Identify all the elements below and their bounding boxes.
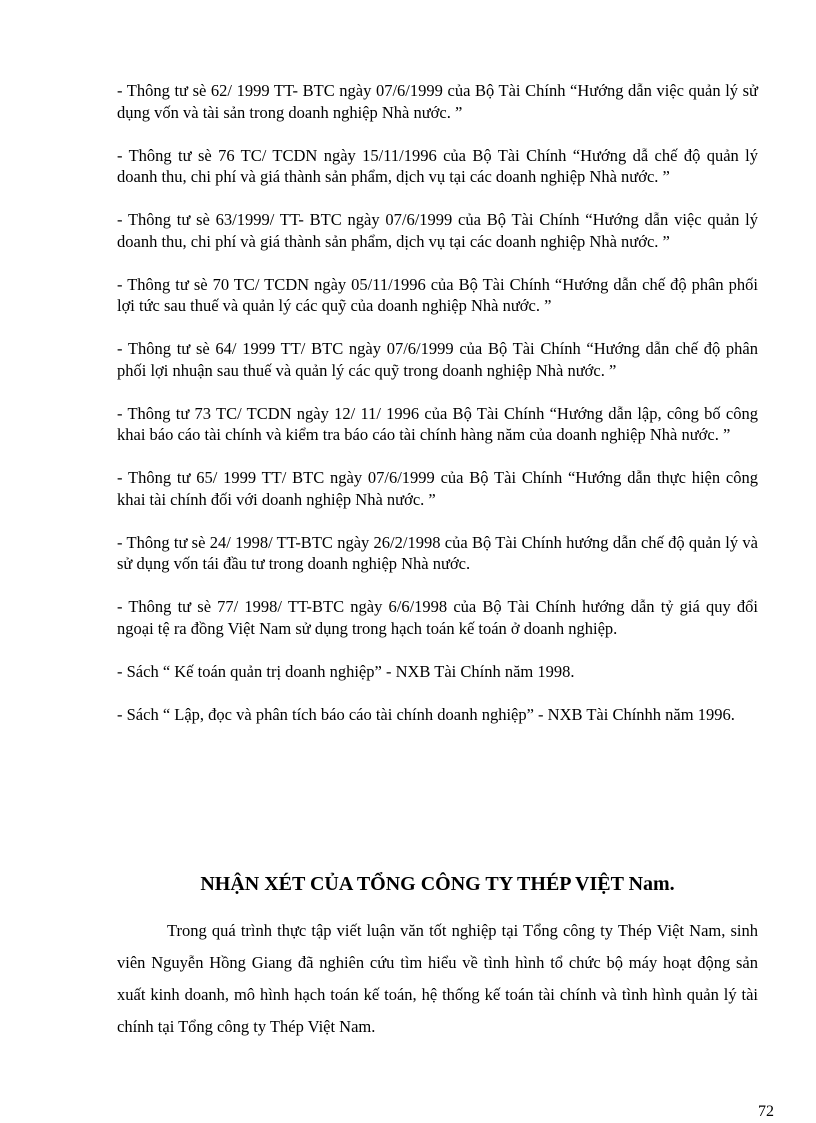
reference-item: - Thông tư 65/ 1999 TT/ BTC ngày 07/6/1999 của Bộ Tài Chính “Hướng dẫn thực hiện công khai tài chính đối với doanh nghiệp Nhà nước. ”: [117, 468, 758, 509]
reference-item: - Sách “ Kế toán quản trị doanh nghiệp” - NXB Tài Chính năm 1998.: [117, 661, 575, 681]
reference-item: - Thông tư sè 77/ 1998/ TT-BTC ngày 6/6/1998 của Bộ Tài Chính hướng dẫn tỷ giá quy đổi ngoại tệ ra đồng Việt Nam sử dụng trong hạch toán kế toán ở doanh nghiệp.: [117, 597, 758, 638]
reference-item: - Sách “ Lập, đọc và phân tích báo cáo tài chính doanh nghiệp” - NXB Tài Chínhh năm 1996.: [117, 704, 735, 724]
comment-paragraph: Trong quá trình thực tập viết luận văn tốt nghiệp tại Tổng công ty Thép Việt Nam, sinh viên Nguyễn Hồng Giang đã nghiên cứu tìm hiểu về tình hình tổ chức bộ máy hoạt động sản xuất kinh doanh, mô hình hạch toán kế toán, hệ thống kế toán tài chính và tình hình quản lý tài chính tại Tổng công ty Thép Việt Nam.: [117, 921, 758, 1036]
reference-item: - Thông tư sè 70 TC/ TCDN ngày 05/11/1996 của Bộ Tài Chính “Hướng dẫn chế độ phân phối lợi tức sau thuế và quản lý các quỹ của doanh nghiệp Nhà nước. ”: [117, 274, 758, 315]
reference-list: [117, 80, 758, 747]
reference-item: - Thông tư sè 62/ 1999 TT- BTC ngày 07/6/1999 của Bộ Tài Chính “Hướng dẫn việc quản lý sử dụng vốn và tài sản trong doanh nghiệp Nhà nước. ”: [117, 81, 758, 122]
reference-item: - Thông tư 73 TC/ TCDN ngày 12/ 11/ 1996 của Bộ Tài Chính “Hướng dẫn lập, công bố công khai báo cáo tài chính và kiểm tra báo cáo tài chính hàng năm của doanh nghiệp Nhà nước. ”: [117, 403, 758, 444]
reference-item: - Thông tư sè 64/ 1999 TT/ BTC ngày 07/6/1999 của Bộ Tài Chính “Hướng dẫn chế độ phân phối lợi nhuận sau thuế và quản lý các quỹ trong doanh nghiệp Nhà nước. ”: [117, 339, 758, 380]
reference-item: - Thông tư sè 63/1999/ TT- BTC ngày 07/6/1999 của Bộ Tài Chính “Hướng dẫn việc quản lý doanh thu, chi phí và giá thành sản phẩm, dịch vụ tại các doanh nghiệp Nhà nước. ”: [117, 210, 758, 251]
reference-item: - Thông tư sè 24/ 1998/ TT-BTC ngày 26/2/1998 của Bộ Tài Chính hướng dẫn chế độ quản lý và sử dụng vốn tái đầu tư trong doanh nghiệp Nhà nước.: [117, 532, 758, 573]
page-number: 72: [758, 1103, 774, 1120]
reference-item: - Thông tư sè 76 TC/ TCDN ngày 15/11/1996 của Bộ Tài Chính “Hướng dẫ chế độ quản lý doanh thu, chi phí và giá thành sản phẩm, dịch vụ tại các doanh nghiệp Nhà nước. ”: [117, 145, 758, 186]
section-heading: NHẬN XÉT CỦA TỔNG CÔNG TY THÉP VIỆT Nam.: [200, 873, 675, 895]
